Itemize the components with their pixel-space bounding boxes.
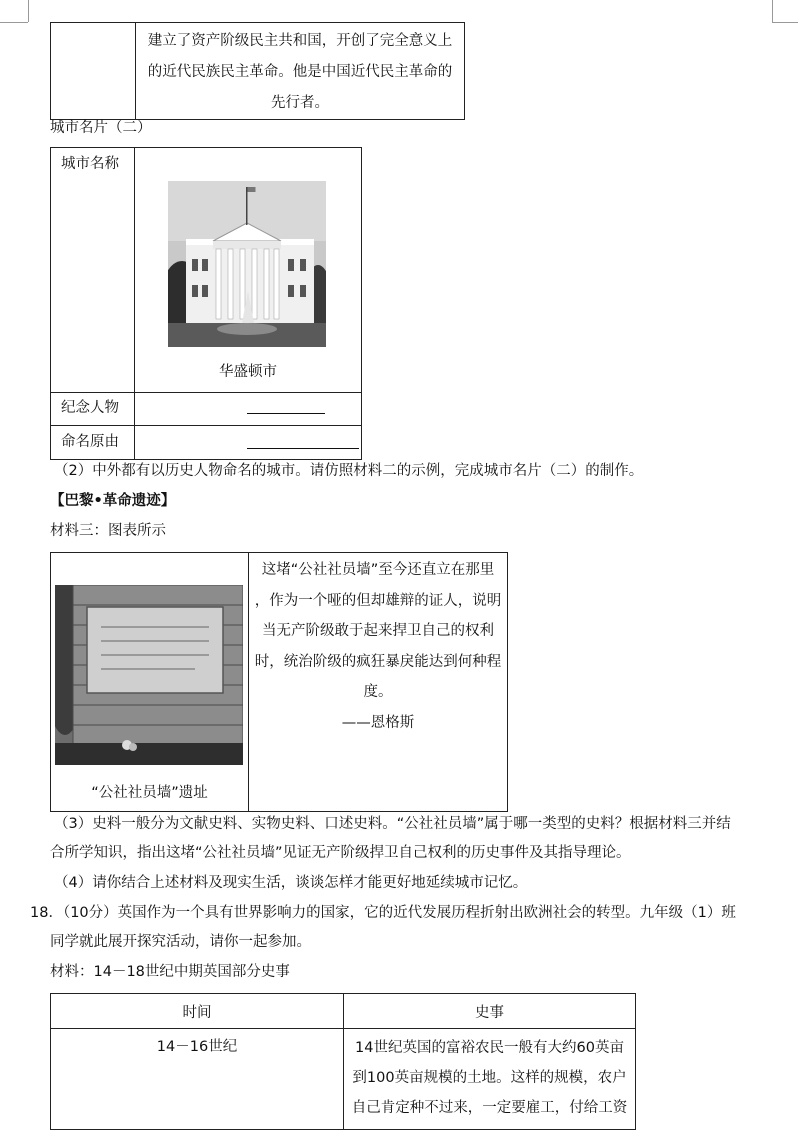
corner-mark-left-h	[0, 22, 28, 23]
header-time-cell	[51, 994, 344, 1029]
reason-label: 命名原由	[61, 434, 119, 450]
city-card-one-table	[50, 22, 465, 120]
wall-icon	[55, 585, 243, 765]
reason-answer-blank[interactable]	[247, 434, 359, 449]
person-label: 纪念人物	[61, 400, 119, 416]
event-line: 到100英亩规模的土地。这样的规模，农户	[352, 1070, 627, 1086]
city-card-one-text-cell	[136, 23, 465, 120]
text-line: 建立了资产阶级民主共和国，开创了完全意义上	[147, 33, 453, 49]
header-event: 史事	[475, 1004, 504, 1021]
quote-line: ，作为一个哑的但却雄辩的证人，说明	[254, 592, 502, 609]
card-two-caption: 城市名片（二）	[50, 120, 152, 136]
quote-cell	[249, 553, 508, 812]
person-answer-blank[interactable]	[247, 399, 325, 414]
reason-label-cell	[51, 426, 135, 460]
quote-line: 这堵“公社社员墙”至今还直立在那里	[261, 562, 495, 578]
question-2: （2）中外都有以历史人物命名的城市。请仿照材料二的示例，完成城市名片（二）的制作。	[54, 463, 644, 479]
reason-answer-cell	[135, 426, 362, 460]
question-18-line-1: 18．（10分）英国作为一个具有世界影响力的国家，它的近代发展历程折射出欧洲社会的转型。九年级（1）班	[30, 905, 736, 921]
city-name-label: 城市名称	[61, 156, 119, 172]
material-label: 材料：14－18世纪中期英国部分史事	[50, 964, 290, 980]
corner-mark-right	[772, 0, 773, 22]
material-3-label: 材料三：图表所示	[50, 523, 166, 539]
event-line: 自己肯定种不过来，一定要雇工，付给工资	[351, 1100, 628, 1116]
quote-line: 当无产阶级敢于起来捍卫自己的权利	[262, 623, 494, 639]
event-line: 14世纪英国的富裕农民一般有大约60英亩	[355, 1040, 624, 1056]
row-time: 14－16世纪	[156, 1039, 238, 1055]
city-name-label-cell	[51, 148, 135, 393]
person-answer-cell	[135, 393, 362, 426]
wall-photo-caption: “公社社员墙”遗址	[91, 785, 208, 801]
white-house-icon	[168, 181, 326, 347]
row-event-cell	[344, 1029, 636, 1130]
city-card-one-label-cell	[51, 23, 136, 120]
city-image-cell	[135, 148, 362, 393]
question-3-line-1: （3）史料一般分为文献史料、实物史料、口述史料。“公社社员墙”属于哪一类型的史料？根据材料三并结	[54, 816, 731, 832]
question-18-line-2: 同学就此展开探究活动，请你一起参加。	[50, 934, 311, 950]
question-4: （4）请你结合上述材料及现实生活，谈谈怎样才能更好地延续城市记忆。	[54, 875, 528, 891]
material-3-table	[50, 552, 508, 812]
corner-mark-right-h	[772, 22, 798, 23]
quote-author: ——恩格斯	[341, 714, 415, 731]
section-title: 【巴黎•革命遗迹】	[50, 493, 176, 509]
wall-photo-cell	[51, 553, 249, 812]
white-house-photo	[168, 181, 326, 347]
quote-line: 度。	[363, 684, 393, 700]
english-history-table	[50, 993, 636, 1130]
communards-wall-photo	[55, 585, 243, 765]
row-time-cell	[51, 1029, 344, 1130]
text-line: 的近代民族民主革命。他是中国近代民主革命的	[147, 64, 453, 80]
header-time: 时间	[182, 1004, 212, 1021]
header-event-cell	[344, 994, 636, 1029]
city-image-caption: 华盛顿市	[219, 364, 277, 380]
quote-line: 时，统治阶级的疯狂暴戾能达到何种程	[254, 653, 502, 670]
person-label-cell	[51, 393, 135, 426]
city-card-two-table	[50, 147, 362, 460]
corner-mark-left	[28, 0, 29, 22]
question-3-line-2: 合所学知识，指出这堵“公社社员墙”见证无产阶级捍卫自己权利的历史事件及其指导理论。	[50, 845, 631, 861]
text-line: 先行者。	[271, 95, 329, 111]
